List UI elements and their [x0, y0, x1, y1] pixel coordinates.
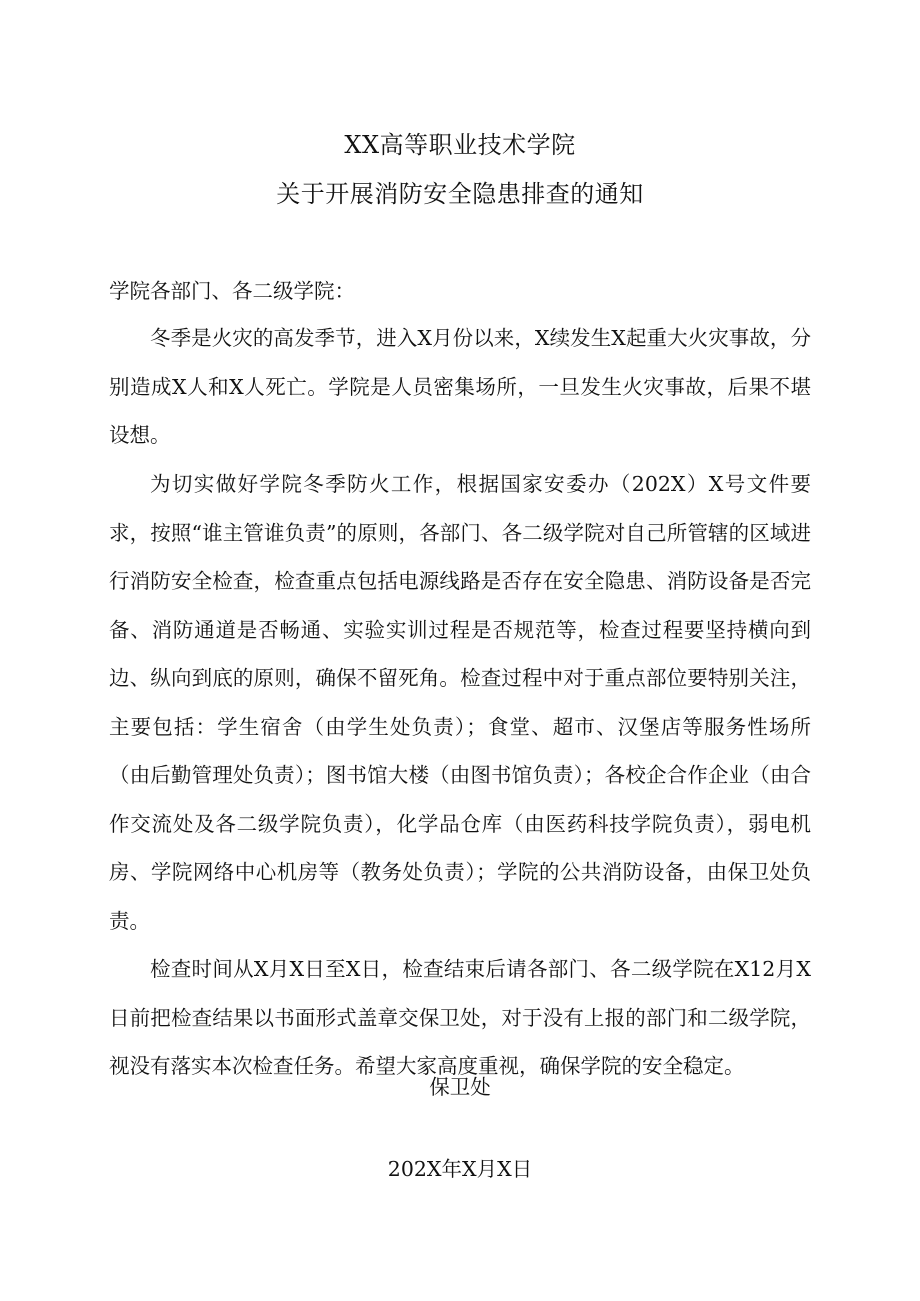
paragraph-inspection-scope: 为切实做好学院冬季防火工作，根据国家安委办（202X）X号文件要求，按照“谁主管谁负责”的原则，各部门、各二级学院对自己所管辖的区域进行消防安全检查，检查重点包括电源线路是否存在安全隐患、消防设备是否完备、消防通道是否畅通、实验实训过程是否规范等，检查过程要坚持横向到边、纵向到底的原则，确保不留死角。检查过程中对于重点部位要特别关注，主要包括：学生宿舍（由学生处负责）；食堂、超市、汉堡店等服务性场所（由后勤管理处负责）；图书馆大楼（由图书馆负责）；各校企合作企业（由合作交流处及各二级学院负责），化学品仓库（由医药科技学院负责），弱电机房、学院网络中心机房等（教务处负责）；学院的公共消防设备，由保卫处负责。 — [109, 472, 811, 933]
document-title-institution: XX高等职业技术学院 — [344, 131, 576, 159]
signature-date: 202X年X月X日 — [387, 1157, 533, 1181]
signature-department: 保卫处 — [429, 1075, 491, 1099]
paragraph-schedule: 检查时间从X月X日至X日，检查结束后请各部门、各二级学院在X12月X日前把检查结果以书面形式盖章交保卫处，对于没有上报的部门和二级学院，视没有落实本次检查任务。希望大家高度重视，确保学院的安全稳定。 — [109, 957, 811, 1078]
salutation: 学院各部门、各二级学院： — [109, 279, 355, 303]
paragraph-background: 冬季是火灾的高发季节，进入X月份以来，X续发生X起重大火灾事故，分别造成X人和X人死亡。学院是人员密集场所，一旦发生火灾事故，后果不堪设想。 — [109, 326, 811, 447]
document-title-subject: 关于开展消防安全隐患排查的通知 — [276, 180, 644, 208]
